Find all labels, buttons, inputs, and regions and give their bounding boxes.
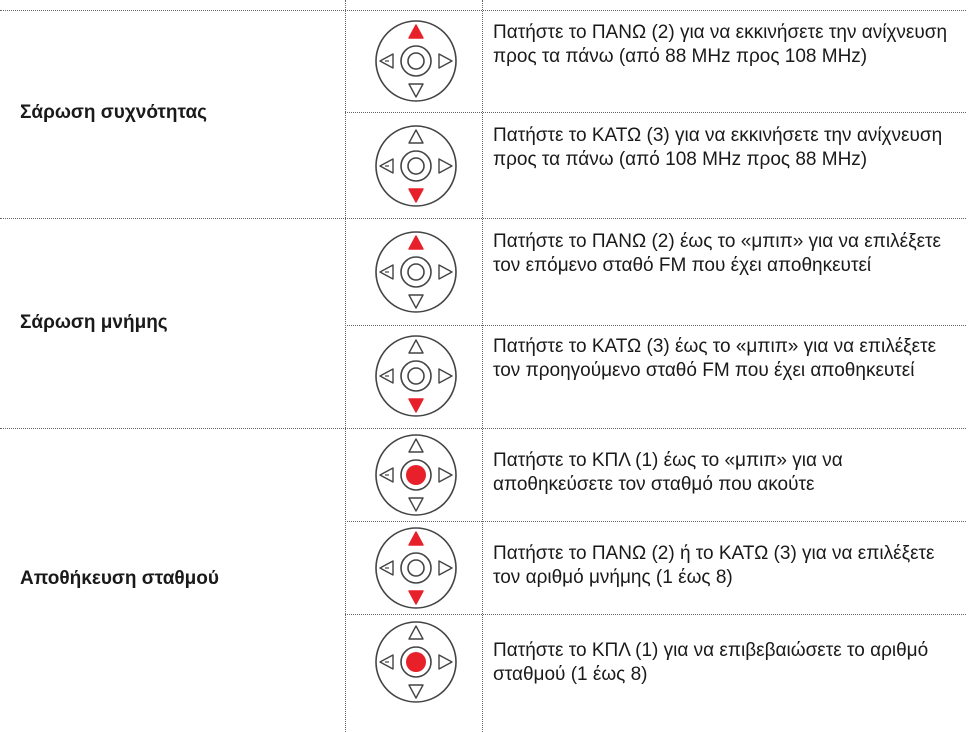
instruction-text: Πατήστε το ΚΑΤΩ (3) έως το «μπιπ» για να επιλέξετε τον προηγούμενο σταθό FM που έχει αποθηκευτεί: [493, 336, 937, 381]
dpad-up-down-highlighted-icon: [374, 526, 458, 610]
row-divider: [345, 325, 966, 326]
dpad-center-highlighted-icon: [374, 433, 458, 517]
instruction-text: Πατήστε το ΠΑΝΩ (2) για να εκκινήσετε την ανίχνευση προς τα πάνω (από 88 MHz προς 108 MHz): [493, 22, 948, 67]
row-divider: [0, 428, 966, 429]
instruction-text: Πατήστε το ΠΑΝΩ (2) έως το «μπιπ» για να επιλέξετε τον επόμενο σταθό FM που έχει αποθηκευτεί: [493, 231, 942, 276]
dpad-up-highlighted-icon: [374, 19, 458, 103]
row-divider: [0, 10, 966, 11]
row-divider: [345, 521, 966, 522]
row-divider: [0, 218, 966, 219]
instruction-text: Πατήστε το ΚΑΤΩ (3) για να εκκινήσετε την ανίχνευση προς τα πάνω (από 108 MHz προς 88 MHz): [493, 125, 943, 170]
row-divider: [345, 614, 966, 615]
column-divider: [482, 0, 483, 732]
row-divider: [345, 112, 966, 113]
instruction-text: Πατήστε το ΠΑΝΩ (2) ή το ΚΑΤΩ (3) για να επιλέξετε τον αριθμό μνήμης (1 έως 8): [493, 543, 935, 588]
section-label-frequency-scan: Σάρωση συχνότητας: [20, 102, 208, 123]
column-divider: [345, 0, 346, 732]
section-label-store-station: Αποθήκευση σταθμού: [20, 568, 219, 589]
dpad-down-highlighted-icon: [374, 334, 458, 418]
instruction-text: Πατήστε το ΚΠΛ (1) για να επιβεβαιώσετε το αριθμό σταθμού (1 έως 8): [493, 640, 929, 685]
dpad-center-highlighted-icon: [374, 620, 458, 704]
instruction-text: Πατήστε το ΚΠΛ (1) έως το «μπιπ» για να αποθηκεύσετε τον σταθμό που ακούτε: [493, 450, 843, 495]
dpad-down-highlighted-icon: [374, 124, 458, 208]
dpad-up-highlighted-icon: [374, 230, 458, 314]
section-label-memory-scan: Σάρωση μνήμης: [20, 312, 168, 333]
